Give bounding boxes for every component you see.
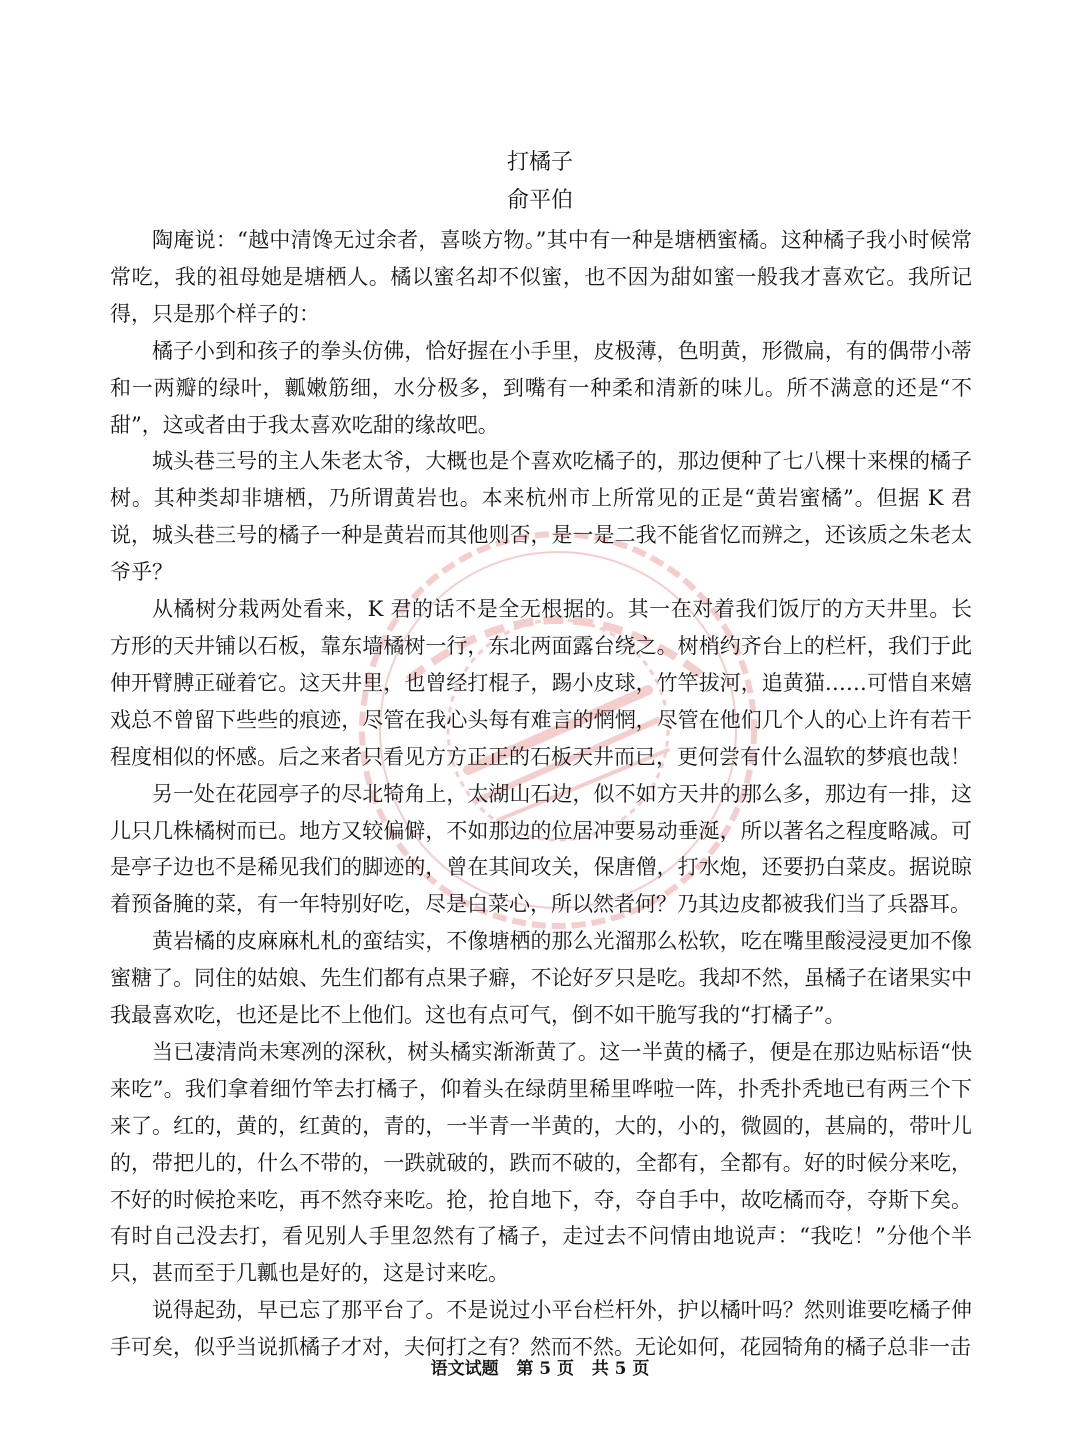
paragraph-5: 另一处在花园亭子的尽北犄角上，太湖山石边，似不如方天井的那么多，那边有一排，这儿只几株橘树而已。地方又较偏僻，不如那边的位居冲要易动垂涎，所以著名之程度略减。可是亭子边也不是稀见我们的脚迹的，曾在其间攻关，保唐僧，打水炮，还要扔白菜皮。据说晾着预备腌的菜，有一年特别好吃，尽是白菜心，所以然者何？乃其边皮都被我们当了兵器耳。 [110, 781, 972, 917]
paragraph-3: 城头巷三号的主人朱老太爷，大概也是个喜欢吃橘子的，那边便种了七八棵十来棵的橘子树。其种类却非塘栖，乃所谓黄岩也。本来杭州市上所常见的正是“黄岩蜜橘”。但据 K 君说，城头巷三号的橘子一种是黄岩而其他则否，是一是二我不能省忆而辨之，还该质之朱老太爷乎？ [110, 449, 972, 585]
paragraph-1: 陶庵说：“越中清馋无过余者，喜啖方物。”其中有一种是塘栖蜜橘。这种橘子我小时候常常吃，我的祖母她是塘栖人。橘以蜜名却不似蜜，也不因为甜如蜜一般我才喜欢它。我所记得，只是那个样子的： [110, 228, 972, 326]
paragraph-2: 橘子小到和孩子的拳头仿佛，恰好握在小手里，皮极薄，色明黄，形微扁，有的偶带小蒂和一两瓣的绿叶，瓤嫩筋细，水分极多，到嘴有一种柔和清新的味儿。所不满意的还是“不甜”，这或者由于我太喜欢吃甜的缘故吧。 [110, 338, 972, 437]
paragraph-4: 从橘树分栽两处看来，K 君的话不是全无根据的。其一在对着我们饭厅的方天井里。长方形的天井铺以石板，靠东墙橘树一行，东北两面露台绕之。树梢约齐台上的栏杆，我们于此伸开臂膊正碰着它。这天井里，也曾经打棍子，踢小皮球，竹竿拔河，追黄猫……可惜自来嬉戏总不曾留下些些的痕迹，尽管在我心头每有难言的惘惘，尽管在他们几个人的心上许有若干程度相似的怀感。后之来者只看见方方正正的石板天井而已，更何尝有什么温软的梦痕也哉！ [110, 597, 972, 769]
paragraph-6: 黄岩橘的皮麻麻札札的蛮结实，不像塘栖的那么光溜那么松软，吃在嘴里酸浸浸更加不像蜜糖了。同住的姑娘、先生们都有点果子癖，不论好歹只是吃。我却不然，虽橘子在诸果实中我最喜欢吃，也还是比不上他们。这也有点可气，倒不如干脆写我的“打橘子”。 [110, 929, 972, 1028]
paragraph-8: 说得起劲，早已忘了那平台了。不是说过小平台栏杆外，护以橘叶吗？然则谁要吃橘子伸手可矣，似乎当说抓橘子才对，夫何打之有？然而不然。无论如何，花园犄角的橘子总非一击 [110, 1298, 972, 1360]
essay-title: 打橘子 [506, 150, 573, 175]
paragraph-7: 当已凄清尚未寒冽的深秋，树头橘实渐渐黄了。这一半黄的橘子，便是在那边贴标语“快来吃”。我们拿着细竹竿去打橘子，仰着头在绿荫里稀里哗啦一阵，扑秃扑秃地已有两三个下来了。红的，黄的，红黄的，青的，一半青一半黄的，大的，小的，微圆的，甚扁的，带叶儿的，带把儿的，什么不带的，一跌就破的，跌而不破的，全都有，全都有。好的时候分来吃，不好的时候抢来吃，再不然夺来吃。抢，抢自地下，夺，夺自手中，故吃橘而夺，夺斯下矣。有时自己没去打，看见别人手里忽然有了橘子，走过去不问情由地说声：“我吃！”分他个半只，甚而至于几瓤也是好的，这是讨来吃。 [110, 1039, 972, 1286]
essay-author: 俞平伯 [506, 188, 573, 213]
essay-body [110, 222, 972, 1366]
page-footer: 语文试题 第 5 页 共 5 页 [430, 1359, 650, 1379]
